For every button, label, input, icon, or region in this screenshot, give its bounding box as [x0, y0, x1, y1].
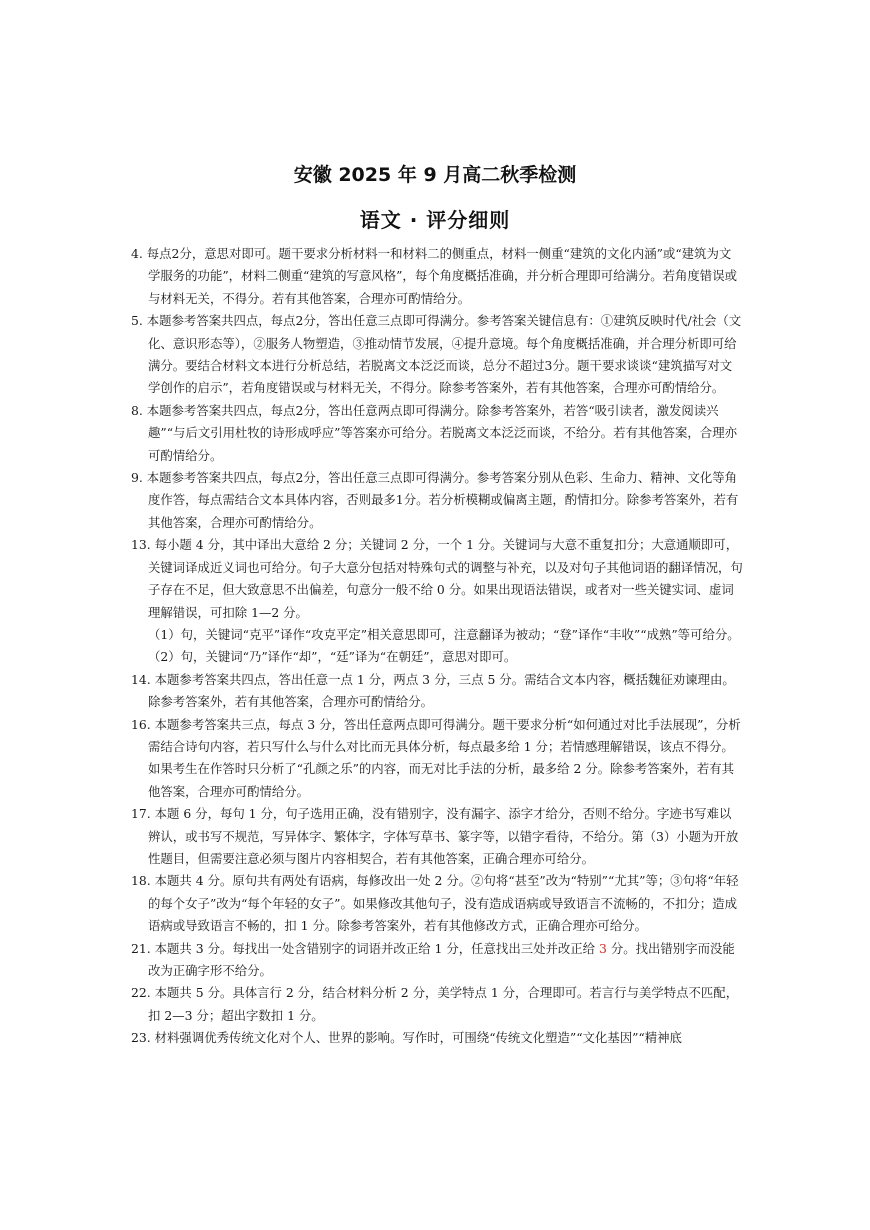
rule-item-18: 18. 本题共 4 分。原句共有两处有语病，每修改出一处 2 分。②句将“甚至”改为“特别”“尤其”等；③句将“年轻的每个女子”改为“每个年轻的女子”。如果修改其他句子，没有造成语病或导致语言不流畅的，不扣分；造成语病或导致语言不畅的，扣 1 分。除参考答案外，若有其他修改方式，正确合理亦可给分。: [131, 873, 739, 934]
rule-item-13-sub: （1）句，关键词“克平”译作“攻克平定”相关意思即可，注意翻译为被动；“登”译作“丰收”“成熟”等可给分。（2）句，关键词“乃”译作“却”，“廷”译为“在朝廷”，意思对即可。: [148, 626, 740, 665]
rule-item-21-text-a: 21. 本题共 3 分。每找出一处含错别字的词语并改正给 1 分，任意找出三处并改正给: [131, 940, 599, 956]
rule-item-9: 9. 本题参考答案共四点，每点2分，答出任意三点即可得满分。参考答案分别从色彩、生命力、精神、文化等角度作答，每点需结合文本具体内容，否则最多1分。若分析模糊或偏离主题，酌情扣分。除参考答案外，若有其他答案，合理亦可酌情给分。: [131, 470, 739, 530]
rule-item-23: 23. 材料强调优秀传统文化对个人、世界的影响。写作时，可围绕“传统文化塑造”“文化基因”“精神底: [131, 1030, 682, 1046]
rule-item-13: 13. 每小题 4 分，其中译出大意给 2 分；关键词 2 分，一个 1 分。关键词与大意不重复扣分；大意通顺即可，关键词译成近义词也可给分。句子大意分包括对特殊句式的调整与补充，以及对句子其他词语的翻译情况，句子存在不足，但大致意思不出偏差，句意分一般不给 0 分。如果出现语法错误，或者对一些关键实词、虚词理解错误，可扣除 1—2 分。: [131, 537, 743, 620]
rule-item-5: 5. 本题参考答案共四点，每点2分，答出任意三点即可得满分。参考答案关键信息有：①建筑反映时代/社会（文化、意识形态等），②服务人物塑造，③推动情节发展，④提升意境。每个角度概括准确，并合理分析即可给满分。要结合材料文本进行分析总结，若脱离文本泛泛而谈，总分不超过3分。题干要求谈谈“建筑描写对文学创作的启示”，若角度错误或与材料无关，不得分。除参考答案外，若有其他答案，合理亦可酌情给分。: [131, 313, 742, 396]
scoring-rules-body: [131, 243, 743, 1050]
rule-item-21-text-b: 分。找出错别字而没能改为正确字形不给分。: [148, 940, 735, 978]
rule-item-8: 8. 本题参考答案共四点，每点2分，答出任意两点即可得满分。除参考答案外，若答“吸引读者，激发阅读兴趣”“与后文引用杜牧的诗形成呼应”等答案亦可给分。若脱离文本泛泛而谈，不给分。若有其他答案，合理亦可酌情给分。: [131, 402, 737, 463]
rule-item-22: 22. 本题共 5 分。具体言行 2 分，结合材料分析 2 分，美学特点 1 分，合理即可。若言行与美学特点不匹配，扣 2—3 分；超出字数扣 1 分。: [131, 985, 739, 1023]
rule-item-16: 16. 本题参考答案共三点，每点 3 分，答出任意两点即可得满分。题干要求分析“如何通过对比手法展现”，分析需结合诗句内容，若只写什么与什么对比而无具体分析，每点最多给 1 分；若情感理解错误，该点不得分。如果考生在作答时只分析了“孔颜之乐”的内容，而无对比手法的分析，最多给 2 分。除参考答案外，若有其他答案，合理亦可酌情给分。: [131, 716, 741, 799]
rule-item-4: 4. 每点2分，意思对即可。题干要求分析材料一和材料二的侧重点，材料一侧重“建筑的文化内涵”或“建筑为文学服务的功能”，材料二侧重“建筑的写意风格”，每个角度概括准确，并分析合理即可给满分。若角度错误或与材料无关，不得分。若有其他答案，合理亦可酌情给分。: [131, 246, 737, 306]
rule-item-17: 17. 本题 6 分，每句 1 分，句子选用正确，没有错别字，没有漏字、添字才给分，否则不给分。字迹书写难以辨认，或书写不规范，写异体字、繁体字，字体写草书、篆字等，以错字看待，不给分。第（3）小题为开放性题目，但需要注意必须与图片内容相契合，若有其他答案，正确合理亦可给分。: [131, 806, 739, 866]
rule-item-21: [131, 938, 743, 983]
rule-item-21-highlight: 3: [599, 940, 607, 956]
rule-item-14: 14. 本题参考答案共四点，答出任意一点 1 分，两点 3 分，三点 5 分。需结合文本内容，概括魏征劝谏理由。除参考答案外，若有其他答案，合理亦可酌情给分。: [131, 671, 735, 710]
document-subtitle: 语文 · 评分细则: [359, 208, 511, 232]
document-title: 安徽 2025 年 9 月高二秋季检测: [293, 164, 577, 186]
